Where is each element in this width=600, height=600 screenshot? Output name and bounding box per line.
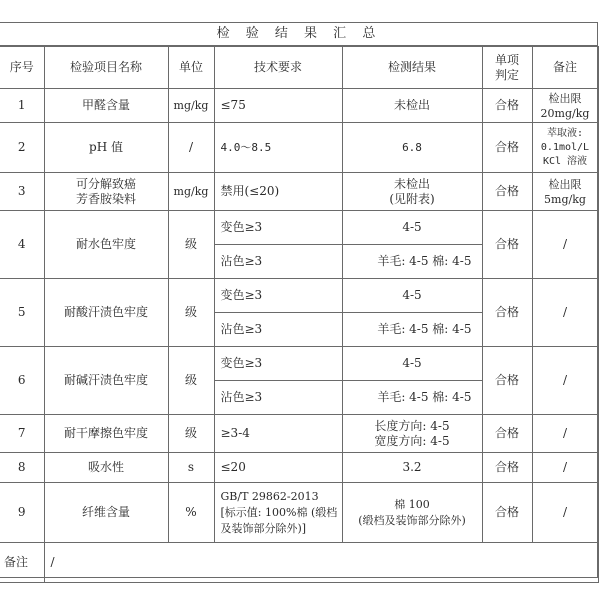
row-judgement: 合格 (482, 173, 532, 211)
row-remark: / (532, 279, 598, 347)
row-requirement-b: 沾色≥3 (214, 313, 342, 347)
row-unit: % (168, 483, 214, 543)
row-unit: 级 (168, 347, 214, 415)
row-judgement: 合格 (482, 483, 532, 543)
row-result-b: 羊毛: 4-5 棉: 4-5 (342, 245, 482, 279)
row-unit: mg/kg (168, 173, 214, 211)
row-result: 3.2 (342, 453, 482, 483)
row-unit: mg/kg (168, 89, 214, 123)
row-remark: 检出限 20mg/kg (532, 89, 598, 123)
row-requirement: ≤75 (214, 89, 342, 123)
row-remark: / (532, 483, 598, 543)
row-remark: / (532, 347, 598, 415)
row-item: 甲醛含量 (44, 89, 168, 123)
row-unit: s (168, 453, 214, 483)
row-unit: 级 (168, 211, 214, 279)
header-remark: 备注 (532, 47, 598, 89)
row-remark: 萃取液: 0.1mol/L KCl 溶液 (532, 123, 598, 173)
row-remark: 检出限 5mg/kg (532, 173, 598, 211)
row-remark: / (532, 453, 598, 483)
row-remark: / (532, 211, 598, 279)
row-judgement: 合格 (482, 211, 532, 279)
header-no: 序号 (0, 47, 44, 89)
row-no: 9 (0, 483, 44, 543)
header-row (0, 47, 598, 89)
row-result-a: 4-5 (342, 279, 482, 313)
row-requirement: GB/T 29862-2013 [标示值: 100%棉 (缎档及装饰部分除外)] (214, 483, 342, 543)
row-requirement-a: 变色≥3 (214, 211, 342, 245)
header-unit: 单位 (168, 47, 214, 89)
row-item: 可分解致癌 芳香胺染料 (44, 173, 168, 211)
footer-value: / (44, 543, 598, 583)
footer-row (0, 543, 598, 583)
table-row (0, 89, 598, 123)
row-no: 1 (0, 89, 44, 123)
row-result-b: 羊毛: 4-5 棉: 4-5 (342, 381, 482, 415)
row-requirement-a: 变色≥3 (214, 347, 342, 381)
row-no: 3 (0, 173, 44, 211)
header-requirement: 技术要求 (214, 47, 342, 89)
row-judgement: 合格 (482, 415, 532, 453)
table-row (0, 123, 598, 173)
row-result: 6.8 (342, 123, 482, 173)
row-item: 纤维含量 (44, 483, 168, 543)
header-item: 检验项目名称 (44, 47, 168, 89)
row-item: pH 值 (44, 123, 168, 173)
row-no: 6 (0, 347, 44, 415)
row-result-a: 4-5 (342, 347, 482, 381)
header-judgement: 单项 判定 (482, 47, 532, 89)
row-item: 耐酸汗渍色牢度 (44, 279, 168, 347)
row-requirement-a: 变色≥3 (214, 279, 342, 313)
header-result: 检测结果 (342, 47, 482, 89)
row-judgement: 合格 (482, 89, 532, 123)
row-no: 7 (0, 415, 44, 453)
row-no: 2 (0, 123, 44, 173)
row-no: 8 (0, 453, 44, 483)
row-item: 耐水色牢度 (44, 211, 168, 279)
table-row (0, 483, 598, 543)
row-requirement: ≤20 (214, 453, 342, 483)
row-result: 未检出 (见附表) (342, 173, 482, 211)
table-row (0, 453, 598, 483)
row-remark: / (532, 415, 598, 453)
row-requirement: 禁用(≤20) (214, 173, 342, 211)
row-judgement: 合格 (482, 279, 532, 347)
row-judgement: 合格 (482, 347, 532, 415)
row-result-a: 4-5 (342, 211, 482, 245)
table-row (0, 415, 598, 453)
row-no: 4 (0, 211, 44, 279)
row-requirement-b: 沾色≥3 (214, 381, 342, 415)
row-judgement: 合格 (482, 123, 532, 173)
row-requirement: 4.0～8.5 (214, 123, 342, 173)
table-row (0, 347, 598, 381)
row-item: 吸水性 (44, 453, 168, 483)
table-row (0, 211, 598, 245)
results-table (0, 46, 599, 583)
row-requirement-b: 沾色≥3 (214, 245, 342, 279)
row-requirement: ≥3-4 (214, 415, 342, 453)
row-result: 未检出 (342, 89, 482, 123)
row-unit: 级 (168, 415, 214, 453)
row-result: 棉 100 (缎档及装饰部分除外) (342, 483, 482, 543)
row-unit: 级 (168, 279, 214, 347)
table-row (0, 173, 598, 211)
table-row (0, 279, 598, 313)
row-result: 长度方向: 4-5 宽度方向: 4-5 (342, 415, 482, 453)
row-result-b: 羊毛: 4-5 棉: 4-5 (342, 313, 482, 347)
report-title: 检 验 结 果 汇 总 (0, 22, 598, 46)
footer-label: 备注 (0, 543, 44, 583)
row-item: 耐碱汗渍色牢度 (44, 347, 168, 415)
row-unit: / (168, 123, 214, 173)
row-judgement: 合格 (482, 453, 532, 483)
row-no: 5 (0, 279, 44, 347)
row-item: 耐干摩擦色牢度 (44, 415, 168, 453)
